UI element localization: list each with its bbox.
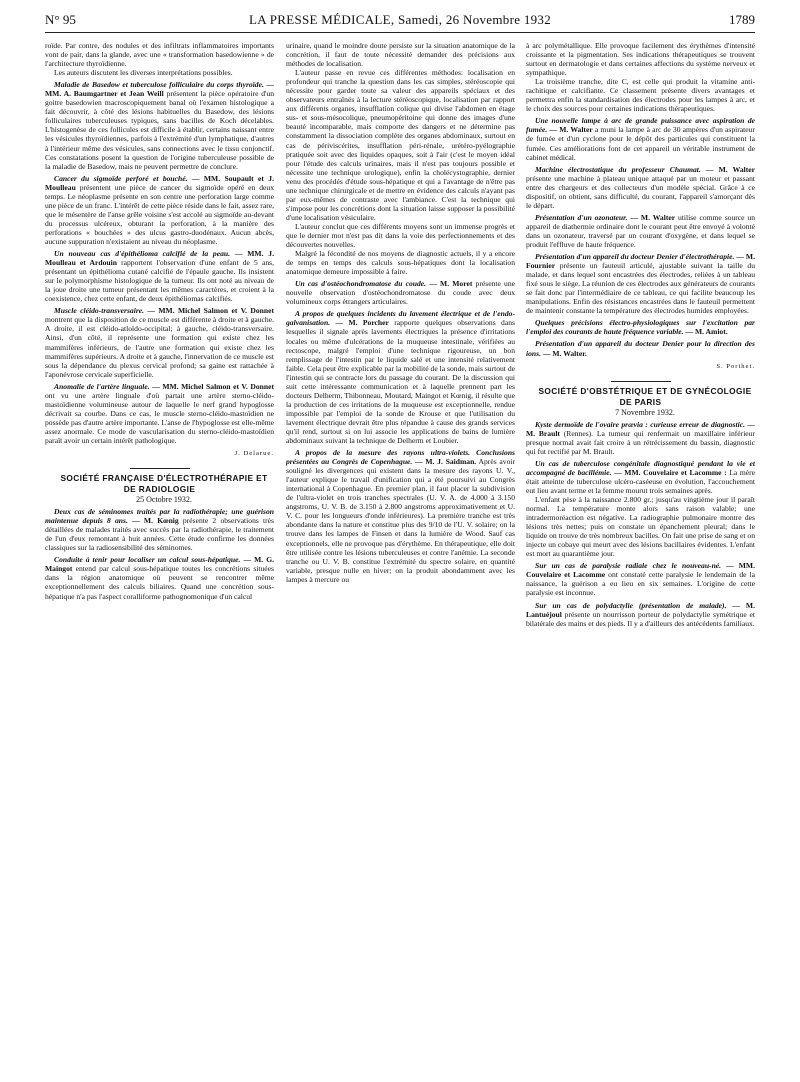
authors: — M. Porcher [335,318,389,328]
communication [45,80,274,170]
authors: — MM. Couvelaire et Lacomme [526,561,755,580]
paragraph [286,249,515,276]
body-text: présente une machine à plateau unique attaqué par un moteur et passant entre des chargeurs et des collecteurs d'un modèle spécial. Grâce à ce dispositif, on obtient, sans difficulté, du courant, l'appareil s'amorçant dès le départ. [526,173,755,210]
authors: — MM. Couvelaire et Lacomme : [614,467,727,477]
authors: — M. Lantuéjoul [526,600,755,619]
body-text: Les auteurs discutent les diverses interprétations possibles. [54,68,233,78]
communication [526,165,755,210]
paragraph [286,222,515,249]
communication [526,318,755,336]
authors: — MM. Michel Salmon et V. Donnet [152,381,274,391]
running-header [45,12,755,32]
communication-title: Machine électrostatique du professeur Chaumat. [535,164,701,174]
communication [45,382,274,445]
body-text: rapportent l'observation d'une enfant de 5 ans, présentant un épithélioma cutané calcifié de l'épaule gauche. Ils insistent sur le polymorphisme histologique de la tumeur. Ils ont noté au niveau de la joue droite une tumeur présentant les mêmes caractères, et croient à la coexistence, chez cette enfant, de deux épithéliomas calcifiés. [45,258,274,304]
column-3 [526,41,755,1071]
body-text: à arc polymétallique. Elle provoque facilement des érythèmes d'intensité croissante et la pigmentation. Ses indications thérapeutiques se trouvent surtout en dermatologie et dans certaines affections du système nerveux et sympathique. [526,41,755,78]
communication [286,309,515,445]
communication [45,249,274,303]
communication-title: Muscle cléido-transversaire. [54,306,145,316]
communication-title: Conduite à tenir pour localiser un calcul sous-hépatique. [54,555,241,565]
communication-title: Kyste dermoïde de l'ovaire prævia : curieuse erreur de diagnostic. [535,419,745,429]
paragraph [526,77,755,113]
body-text: urinaire, quand le moindre doute persiste sur la situation anatomique de la concrétion, il faut de toute nécessité demander des précisions aux méthodes de localisation. [286,41,515,69]
header-rule [45,32,755,33]
signature: J. Delarue. [234,450,274,458]
communication-title: Présentation d'un appareil du docteur Denier pour la direction des ions. [526,339,755,358]
society-heading: SOCIÉTÉ D'OBSTÉTRIQUE ET DE GYNÉCOLOGIE DE PARIS [538,385,752,407]
journal-title: LA PRESSE MÉDICALE, Samedi, 26 Novembre 1932 [248,12,552,27]
communication [45,507,274,552]
body-text: entend par calcul sous-hépatique toutes les concrétions situées dans la région anatomique où peuvent se rencontrer même exceptionnellement des calculs biliaires. Quand une concrétion sous-hépatique n'a pas l'aspect coralliforme pathognomonique d'un calcul [45,564,274,601]
authors: — M. Kœnig [132,516,179,526]
communication [286,279,515,306]
authors: — M. Brault [526,419,755,438]
body-text: La mère était atteinte de tuberculose ulcéro-caséeuse en évolution, l'accouchement eut lieu avant terme et la femme mourut trois semaines après. [526,467,755,495]
communication [526,601,755,628]
section-rule [611,381,671,382]
communication-title: Un cas de tuberculose congénitale diagnostiqué pendant la vie et accompagné de bacillémie. [526,458,755,477]
signature: S. Porthet. [716,362,755,370]
communication-title: Maladie de Basedow et tuberculose folliculaire du corps thyroïde. [54,80,264,90]
body-text: utilise comme source un appareil de diathermie ordinaire dont le courant peut être envoyé à volonté dans un ozonateur, traversé par un courant d'oxygène, et dans lequel se produit l'effluve de haute fréquence. [526,212,755,249]
body-text: Après avoir souligné les divergences qui existent dans la mesure des rayons U. V., l'auteur explique le travail d'unification qui a été poursuivi au Congrès international à Copenhague. En premier plan, il faut placer la subdivision de l'ultra-violet en trois tranches spectrales (U. V. A. de 4.000 à 3.150 angstroms, U. V. B. de 3.150 à 2.800 angstroms approximativement et U. V. C. pour les longueurs d'onde inférieures). La première tranche est très abondante dans la nature et constitue plus des 9/10 de l'U. V. solaire; on la trouve dans les lampes de Finsen et dans la lumière de Wood. Sauf cas exceptionnels, elle ne provoque pas d'érythème. En thérapeutique, elle doit être utilisée contre les lésions tuberculeuses et contre l'anémie. La seconde tranche ou U. V. B. constitue l'extrémité du spectre solaire, en quantité variable, presque nulle en hiver; on la produit abondamment avec les lampes à mercure ou [286,457,515,584]
body-text: L'enfant pèse à la naissance 2.800 gr.; jusqu'au vingtième jour il paraît normal. La température monte alors sans raison valable; une intradermoréaction est négative. La radiographie pulmonaire montre des lésions très nettes; puis on constate un épanchement pleural; dans le liquide on trouve de très nombreux bacilles. On fait une prise de sang et on injecte un cobaye qui meurt avec des lésions bacillaires évidentes. L'enfant est mort au quarantième jour. [526,495,755,559]
body-text: ont constaté cette paralysie le lendemain de la naissance, la guérison a eu lieu en six semaines. L'origine de cette paralysie est inconnue. [526,570,755,598]
authors: — MM. Soupault et J. Moulleau [45,173,274,192]
communication-title: Deux cas de séminomes traités par la radiothérapie; une guérison maintenue depuis 8 ans. [45,507,274,526]
body-text: L'auteur passe en revue ces différentes méthodes: localisation en profondeur qui tranche la question dans les cas simples, stéréoscopie qui nécessite pour garder toute sa valeur des appareils spéciaux et des observateurs entraînés à la lecture stéréoscopique, localisation par rapport aux différents organes, insufflation colique qui divise l'abdomen en étage sus- et sous-mésocolique, pneumopéritoine qui donne des images d'une beauté incomparable, mais comporte des dangers et ne détermine pas constamment la dissociation complète des organes abdominaux, surtout en cas de périviscérites, insufflation péri-rénale, urétéro-pyélographie pratiquée soit avec des liquides opaques, soit à l'air (c'est le moyen idéal pour l'étude des calculs urinaires, mais il n'est pas toujours possible et nécessite une technique urologique), enfin la cholécystographie, dernier venu des procédés d'étude sous-hépatique et qui a l'avantage de n'être pas une technique chirurgicale et de mettre en évidence des calculs n'ayant pas par eux-mêmes de contraste avec l'ambiance. C'est la technique qui s'impose pour les concrétions dont la situation laisse supposer la possibilité d'une localisation vésiculaire. [286,68,515,222]
page-number: 1789 [729,12,755,27]
communication [526,561,755,597]
body-text: La troisième tranche, dite C, est celle qui produit la vitamine anti-rachitique et calcifiante. Ce classement présente divers avantages et permettra enfin la standardisation des électrodes pour les lampes à arc, et le choix des sources pour certaines indications thérapeutiques. [526,77,755,114]
communication [45,306,274,378]
communication [45,174,274,246]
body-text: présente un fauteuil articulé, ajustable suivant la taille du malade, et dans lequel sont encastrées des électrodes, reliées à un tableau fixé sous le siège. La réunion de ces électrodes aux générateurs de courants se fait donc par l'intermédiaire de ce tableau, ce qui facilite beaucoup les manipulations. Enfin des résistances encastrées dans le fauteuil permettent de maintenir constante la température des électrodes humides employées. [526,261,755,316]
communication [526,459,755,495]
communication [526,252,755,315]
communication-title: Présentation d'un ozonateur. [535,212,628,222]
body-text: ont vu une artère linguale d'où partait une artère sterno-cléido-mastoïdienne volumineuse autour de laquelle le nerf grand hypoglosse décrivait sa courbe. Dans ce cas, le muscle sterno-cléido-mastoïdien ne possède pas d'autre artère importante. L'anse de l'hypoglosse est elle-même assez anormale. Ce mode de vascularisation du sterno-cléido-mastoïdien paraît avoir un certain intérêt pathologique. [45,390,274,445]
communication-title: Cancer du sigmoïde perforé et bouché. [54,173,188,183]
communication-title: A propos de quelques incidents du lavement électrique et de l'endo-galvanisation. [286,309,515,328]
authors: — M. Amiot. [685,327,728,337]
body-text: montrent que la disposition de ce muscle est différente à droite et à gauche. A droite, il est cléido-atloïdo-occipital; à gauche, cléido-transversaire. Ainsi, d'un côté, il représente une formation qui existe chez les mammifères inférieurs, de l'autre une formation qui existe chez les mammifères supérieurs. A droite et à gauche, l'innervation de ce muscle est sous la dépendance du plexus cervical profond; sa gaine est rattachée à l'aponévrose cervicale superficielle. [45,315,274,379]
communication [526,213,755,249]
body-text: L'auteur conclut que ces différents moyens sont un immense progrès et que le dernier mot n'est pas dit dans la voie des perfectionnements et des découvertes nouvelles. [286,221,515,250]
body-text: Malgré la fécondité de nos moyens de diagnostic actuels, il y a encore de temps en temps des calculs sous-hépatiques dont la localisation anatomique demeure impossible à faire. [286,249,515,277]
body-text: roïde. Par contre, des nodules et des infiltrats inflammatoires importants vont de pair, dans la glande, avec une « transformation basedowienne » de l'architecture thyroïdienne. [45,41,274,69]
body-text: a muni la lampe à arc de 30 ampères d'un aspirateur de fumée et d'un cyclone pour le dépôt des particules qui constituent la fumée. Ces améliorations font de cet appareil un véritable instrument de cabinet médical. [526,125,755,162]
issue-number: N° 95 [45,12,76,27]
session-date: 25 Octobre 1932. [136,495,192,505]
paragraph [526,41,755,77]
authors: — M. G. Maingot [45,555,274,574]
authors: — M. J. Saidman. [415,457,477,467]
paragraph [45,68,274,77]
communication [526,420,755,456]
body-text: présente 2 observations très détaillées de malades traités avec succès par la radiothérapie, le traitement de l'un d'eux remontant à huit années. Cette étude confirme les données classiques sur la radiosensibilité des séminomes. [45,516,274,553]
body-text: présente un nourrisson porteur de polydactylie symétrique et bilatérale des mains et des pieds. Il y a d'ailleurs des antécédents familiaux. [526,609,755,628]
session-date: 7 Novembre 1932. [615,407,675,417]
communication-title: Sur un cas de polydactylie (présentation de malade). [535,600,727,610]
body-text: présentent une pièce de cancer du sigmoïde opéré en deux temps. Le néoplasme présente en son centre une perforation large comme une pièce de un franc. L'intérêt de cette pièce réside dans le fait, assez rare, que le mésentère de l'anse grêle voisine s'est accolé au sigmoïde au-devant du processus ulcéreux, obturant la perforation, à la manière des perforations « bouchées » des ulcus gastro-duodénaux. Aucun abcès, aucune suppuration n'existaient au niveau du néoplasme. [45,182,274,246]
section-rule [130,468,190,469]
society-heading: SOCIÉTÉ FRANÇAISE D'ÉLECTROTHÉRAPIE ET DE RADIOLOGIE [60,473,268,495]
communication-title: Un nouveau cas d'épithélioma calcifié de la peau. [54,249,231,259]
body-text: rapporte quelques observations dans lesquelles il signale après lavements électriques la présence d'irritations locales ou même d'ulcérations de la muqueuse intestinale, vérifiées au rectoscope, malgré l'emploi d'une technique rigoureuse, un bon remplissage de l'intestin par le liquide salé et une intensité relativement faible. Cela peut être explicable par la mobilité de la sonde, mais surtout de l'intestin qui se contracte lors du passage du courant. De la discussion qui suit cette intéressante communication et à laquelle prennent part les docteurs Delherm, Thibonneau, Moutard, Maingot et Kœnig, il résulte que la production de ces irritations de la muqueuse est exceptionnelle, rendue impossible par l'emploi de la sonde de Krouse et que l'utilisation du lavement électrique devrait être plus répandue à cause des grands services qu'il rend, surtout si on lui associe les applications de bains de lumière abdominaux suivant la technique de Delherm et Loubier. [286,318,515,446]
authors: — M. Fournier [526,252,755,271]
column-1 [45,41,274,1071]
communication [526,116,755,161]
communication-title: Sur un cas de paralysie radiale chez le nouveau-né. [535,561,722,571]
authors: — MM. J. Moulleau et Ardouin [45,249,274,268]
authors: — M. Walter [705,164,755,174]
paragraph [526,495,755,558]
body-text: (Rennes). La tumeur qui renfermait un maxillaire inférieur presque normal avait fait croire à un rétrécissement du bassin, diagnostic qui fut rectifié par M. Brault. [526,428,755,456]
communication [45,555,274,600]
authors: — M. Moret [429,279,473,289]
communication-title: Présentation d'un appareil du docteur Denier d'électrothérapie. [535,252,735,262]
communication [526,339,755,357]
communication-title: Une nouvelle lampe à arc de grande puissance avec aspiration de fumée. [526,116,755,135]
communication [286,448,515,584]
authors: — M. Walter [630,212,676,222]
column-2 [286,41,515,1071]
communication-title: A propos de la mesure des rayons ultra-violets. Conclusions présentées au Congrès de Copenhague. [286,448,515,467]
communication-title: Anomalie de l'artère linguale. [54,381,150,391]
paragraph [286,41,515,68]
authors: — M. Walter [549,125,593,135]
authors: — MM. Michel Salmon et V. Donnet [147,306,274,316]
communication-title: Quelques précisions électro-physiologiques sur l'excitation par l'emploi des courants de haute fréquence variable. [526,318,755,337]
paragraph [286,68,515,222]
authors: — M. Walter. [542,348,587,358]
paragraph [45,41,274,68]
authors: — MM. A. Baumgartner et Jean Weill [45,80,274,99]
communication-title: Un cas d'ostéochondromatose du coude. [295,279,427,289]
body-text: présente une nouvelle observation d'ostéochondromatose du coude avec deux volumineux corps étrangers articulaires. [286,279,515,307]
body-text: présentent la pièce opératoire d'un goitre basedowien macroscopiquement banal où l'examen histologique a fait découvrir, à côté des lésions habituelles du Basedow, des lésions folliculaires tuberculeuses typiques, sans bacilles de Koch décelables. L'histogenèse de ces follicules est difficile à établir, certains naissant entre les vésicules thyroïdiennes, parfois à l'extrémité d'un lymphatique, d'autres à l'intérieur même des vésicules, sans connections avec le tissu conjonctif. Ces constatations posent la question de l'origine tuberculeuse possible de la maladie de Basedow, mais ne peuvent permettre de conclure. [45,89,274,171]
